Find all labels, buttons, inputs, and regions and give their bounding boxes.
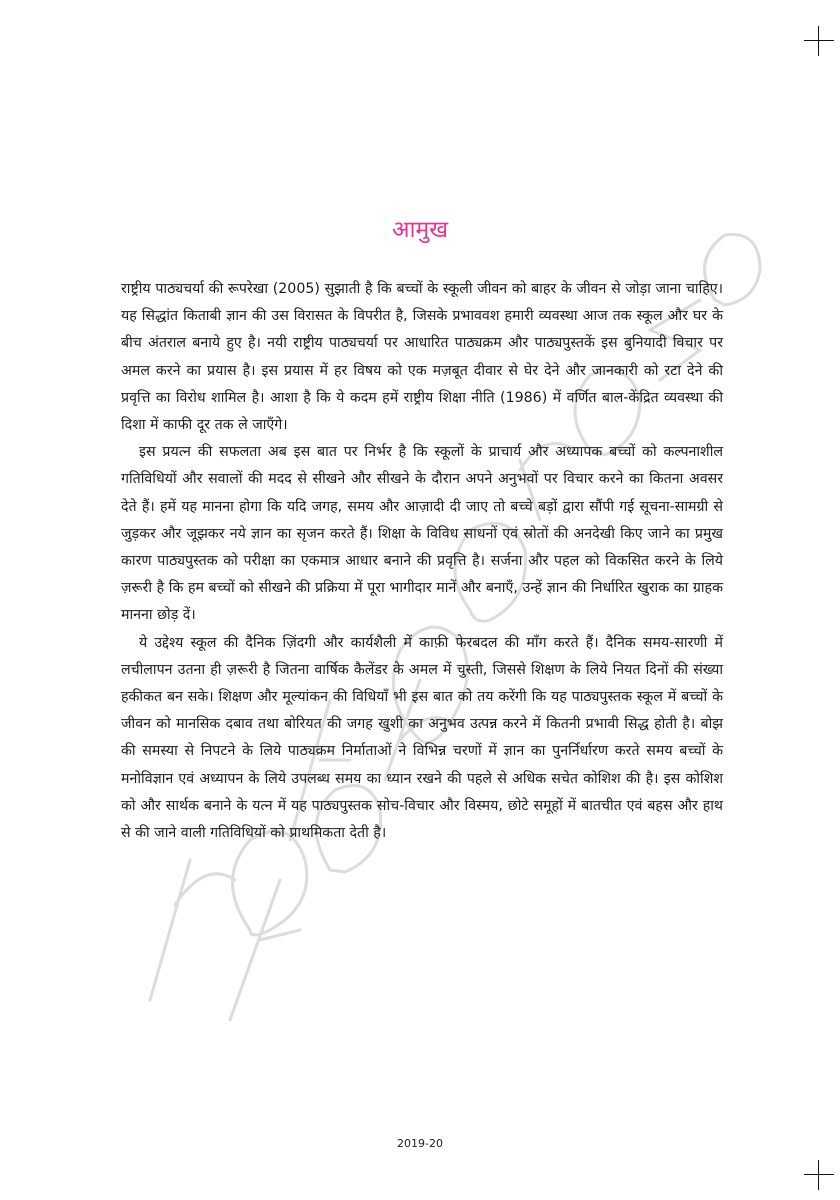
page-footer-year: 2019-20 bbox=[397, 1137, 443, 1150]
paragraph-2: इस प्रयत्न की सफलता अब इस बात पर निर्भर है कि स्कूलों के प्राचार्य और अध्यापक बच्चों को कल्पनाशील गतिविधियों और सवालों की मदद से सीखने और सीखने के दौरान अपने अनुभवों पर विचार करने का कितना अवसर देते हैं। हमें यह मानना होगा कि यदि जगह, समय और आज़ादी दी जाए तो बच्चे बड़ों द्वारा सौंपी गई सूचना-सामग्री से जुड़कर और जूझकर नये ज्ञान का सृजन करते हैं। शिक्षा के विविध साधनों एवं स्रोतों की अनदेखी किए जाने का प्रमुख कारण पाठ्यपुस्तक को परीक्षा का एकमात्र आधार बनाने की प्रवृत्ति है। सर्जना और पहल को विकसित करने के लिये ज़रूरी है कि हम बच्चों को सीखने की प्रक्रिया में पूरा भागीदार मानें और बनाएँ, उन्हें ज्ञान की निर्धारित खुराक का ग्राहक मानना छोड़ दें। bbox=[121, 444, 723, 624]
crop-mark-top-right bbox=[804, 26, 834, 56]
page-heading: आमुख bbox=[391, 217, 449, 243]
crop-mark-bottom-right bbox=[804, 1160, 834, 1190]
paragraph-3: ये उद्देश्य स्कूल की दैनिक ज़िंदगी और कार्यशैली में काफ़ी फेरबदल की माँग करते हैं। दैनिक समय-सारणी में लचीलापन उतना ही ज़रूरी है जितना वार्षिक कैलेंडर के अमल में चुस्ती, जिससे शिक्षण के लिये नियत दिनों की संख्या हकीकत बन सके। शिक्षण और मूल्यांकन की विधियाँ भी इस बात को तय करेंगी कि यह पाठ्यपुस्तक स्कूल में बच्चों के जीवन को मानसिक दबाव तथा बोरियत की जगह खुशी का अनुभव उत्पन्न करने में कितनी प्रभावी सिद्ध होती है। बोझ की समस्या से निपटने के लिये पाठ्यक्रम निर्माताओं ने विभिन्न चरणों में ज्ञान का पुनर्निर्धारण करते समय बच्चों के मनोविज्ञान एवं अध्यापन के लिये उपलब्ध समय का ध्यान रखने की पहले से अधिक सचेत कोशिश की है। इस कोशिश को और सार्थक बनाने के यत्न में यह पाठ्यपुस्तक सोच-विचार और विस्मय, छोटे समूहों में बातचीत एवं बहस और हाथ से की जाने वाली गतिविधियों को प्राथमिकता देती है। bbox=[121, 634, 723, 842]
body-text bbox=[121, 276, 723, 847]
paragraph-1: राष्ट्रीय पाठ्यचर्या की रूपरेखा (2005) सुझाती है कि बच्चों के स्कूली जीवन को बाहर के जीवन से जोड़ा जाना चाहिए। यह सिद्धांत किताबी ज्ञान की उस विरासत के विपरीत है, जिसके प्रभाववश हमारी व्यवस्था आज तक स्कूल और घर के बीच अंतराल बनाये हुए है। नयी राष्ट्रीय पाठ्यचर्या पर आधारित पाठ्यक्रम और पाठ्यपुस्तकें इस बुनियादी विचार पर अमल करने का प्रयास है। इस प्रयास में हर विषय को एक मज़बूत दीवार से घेर देने और जानकारी को रटा देने की प्रवृत्ति का विरोध शामिल है। आशा है कि ये कदम हमें राष्ट्रीय शिक्षा नीति (1986) में वर्णित बाल-केंद्रित व्यवस्था की दिशा में काफी दूर तक ले जाएँगे। bbox=[121, 281, 723, 434]
